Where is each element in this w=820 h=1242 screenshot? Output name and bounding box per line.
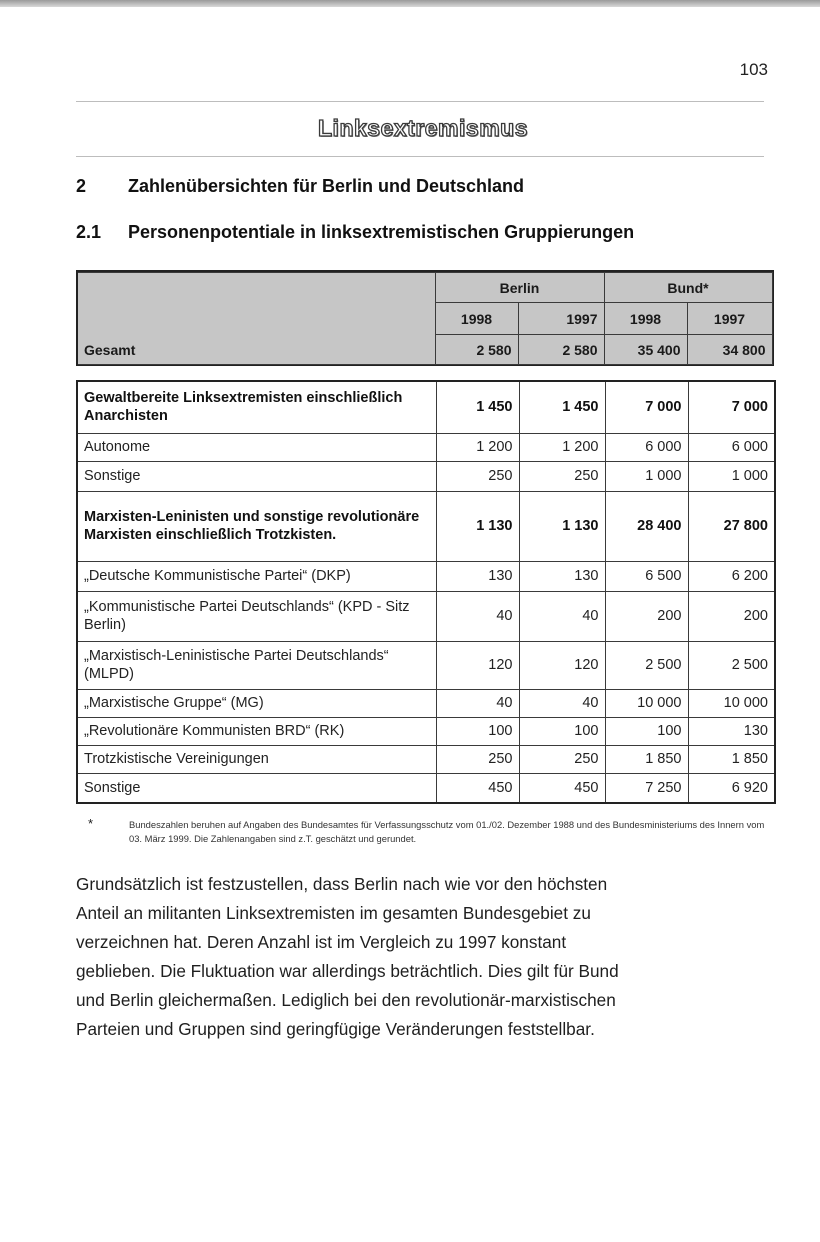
row-value: 1 130 bbox=[519, 491, 605, 561]
row-value: 100 bbox=[436, 717, 519, 745]
row-label: Marxisten-Leninisten und sonstige revolutionäre Marxisten einschließlich Trotzkisten. bbox=[77, 491, 436, 561]
total-bund-1998: 35 400 bbox=[604, 335, 687, 365]
row-label: Trotzkistische Vereinigungen bbox=[77, 745, 436, 773]
row-label: „Kommunistische Partei Deutschlands“ (KPD - Sitz Berlin) bbox=[77, 591, 436, 641]
year-header-bund-1998: 1998 bbox=[604, 303, 687, 335]
row-value: 450 bbox=[519, 773, 605, 803]
header-rule-bottom bbox=[76, 156, 764, 157]
row-value: 10 000 bbox=[688, 689, 775, 717]
scan-top-edge bbox=[0, 0, 820, 7]
row-value: 450 bbox=[436, 773, 519, 803]
row-value: 1 000 bbox=[688, 461, 775, 491]
row-label: „Revolutionäre Kommunisten BRD“ (RK) bbox=[77, 717, 436, 745]
row-value: 200 bbox=[688, 591, 775, 641]
row-value: 200 bbox=[605, 591, 688, 641]
table-row bbox=[77, 433, 775, 461]
row-value: 2 500 bbox=[688, 641, 775, 689]
row-label: Autonome bbox=[77, 433, 436, 461]
row-value: 7 000 bbox=[688, 381, 775, 433]
table-row bbox=[77, 641, 775, 689]
row-value: 120 bbox=[436, 641, 519, 689]
row-value: 130 bbox=[436, 561, 519, 591]
row-value: 40 bbox=[519, 591, 605, 641]
subsection-number: 2.1 bbox=[76, 222, 102, 242]
year-header-bund-1997: 1997 bbox=[687, 303, 772, 335]
row-value: 7 000 bbox=[605, 381, 688, 433]
summary-table bbox=[78, 272, 773, 365]
group-header-bund: Bund* bbox=[604, 273, 772, 303]
groups-table bbox=[76, 380, 776, 804]
row-value: 250 bbox=[519, 745, 605, 773]
row-value: 28 400 bbox=[605, 491, 688, 561]
row-value: 2 500 bbox=[605, 641, 688, 689]
row-value: 250 bbox=[436, 745, 519, 773]
section-title: Zahlenübersichten für Berlin und Deutschland bbox=[128, 176, 525, 196]
table-row bbox=[77, 491, 775, 561]
subsection-heading bbox=[76, 222, 634, 243]
subsection-title: Personenpotentiale in linksextremistischen Gruppierungen bbox=[128, 222, 635, 242]
row-value: 120 bbox=[519, 641, 605, 689]
summary-table-box bbox=[76, 270, 774, 366]
row-value: 6 500 bbox=[605, 561, 688, 591]
total-bund-1997: 34 800 bbox=[687, 335, 772, 365]
row-value: 1 850 bbox=[688, 745, 775, 773]
table-row bbox=[77, 773, 775, 803]
row-value: 40 bbox=[436, 689, 519, 717]
row-value: 250 bbox=[436, 461, 519, 491]
row-value: 1 200 bbox=[519, 433, 605, 461]
table-row bbox=[77, 591, 775, 641]
header-rule-top bbox=[76, 101, 764, 102]
row-value: 10 000 bbox=[605, 689, 688, 717]
groups-table-body bbox=[77, 381, 775, 803]
row-label: Gewaltbereite Linksextremisten einschließlich Anarchisten bbox=[77, 381, 436, 433]
body-paragraph: Grundsätzlich ist festzustellen, dass Berlin nach wie vor den höchsten Anteil an militanten Linksextremisten im gesamten Bundesgebiet zu verzeichnen hat. Deren Anzahl ist im Vergleich zu 1997 konstant geblieben. Die Fluktuation war allerdings beträchtlich. Dies gilt für Bund und Berlin gleichermaßen. Lediglich bei den revolutionär-marxistischen Parteien und Gruppen sind geringfügige Veränderungen feststellbar. bbox=[76, 874, 619, 1039]
row-value: 1 130 bbox=[436, 491, 519, 561]
row-label: „Marxistische Gruppe“ (MG) bbox=[77, 689, 436, 717]
row-value: 1 200 bbox=[436, 433, 519, 461]
row-value: 40 bbox=[519, 689, 605, 717]
row-value: 130 bbox=[688, 717, 775, 745]
row-value: 250 bbox=[519, 461, 605, 491]
row-value: 100 bbox=[519, 717, 605, 745]
year-header-berlin-1998: 1998 bbox=[435, 303, 518, 335]
row-value: 6 920 bbox=[688, 773, 775, 803]
row-value: 40 bbox=[436, 591, 519, 641]
row-label: „Marxistisch-Leninistische Partei Deutschlands“ (MLPD) bbox=[77, 641, 436, 689]
year-header-berlin-1997: 1997 bbox=[518, 303, 604, 335]
row-value: 1 000 bbox=[605, 461, 688, 491]
row-value: 27 800 bbox=[688, 491, 775, 561]
table-row bbox=[77, 745, 775, 773]
table-row bbox=[77, 461, 775, 491]
footnote-marker: * bbox=[88, 816, 94, 831]
row-value: 6 000 bbox=[605, 433, 688, 461]
row-value: 130 bbox=[519, 561, 605, 591]
row-value: 6 000 bbox=[688, 433, 775, 461]
page-number: 103 bbox=[739, 60, 768, 79]
total-berlin-1997: 2 580 bbox=[518, 335, 604, 365]
table-row bbox=[77, 561, 775, 591]
row-value: 1 450 bbox=[519, 381, 605, 433]
row-value: 100 bbox=[605, 717, 688, 745]
group-header-berlin: Berlin bbox=[435, 273, 604, 303]
section-number: 2 bbox=[76, 176, 87, 196]
row-value: 7 250 bbox=[605, 773, 688, 803]
row-value: 1 450 bbox=[436, 381, 519, 433]
row-value: 1 850 bbox=[605, 745, 688, 773]
summary-group-row bbox=[78, 273, 772, 303]
table-row bbox=[77, 689, 775, 717]
footnote-text: Bundeszahlen beruhen auf Angaben des Bundesamtes für Verfassungsschutz vom 01./02. Dezember 1988 und des Bundesministeriums des Innern vom 03. März 1999. Die Zahlenangaben sind z.T. geschätzt und gerundet. bbox=[129, 819, 765, 844]
table-row bbox=[77, 381, 775, 433]
row-label: „Deutsche Kommunistische Partei“ (DKP) bbox=[77, 561, 436, 591]
table-row bbox=[77, 717, 775, 745]
running-head: Linksextremismus bbox=[318, 115, 528, 141]
row-label: Sonstige bbox=[77, 773, 436, 803]
summary-total-label: Gesamt bbox=[78, 273, 435, 365]
row-value: 6 200 bbox=[688, 561, 775, 591]
row-label: Sonstige bbox=[77, 461, 436, 491]
section-heading bbox=[76, 176, 524, 197]
total-berlin-1998: 2 580 bbox=[435, 335, 518, 365]
